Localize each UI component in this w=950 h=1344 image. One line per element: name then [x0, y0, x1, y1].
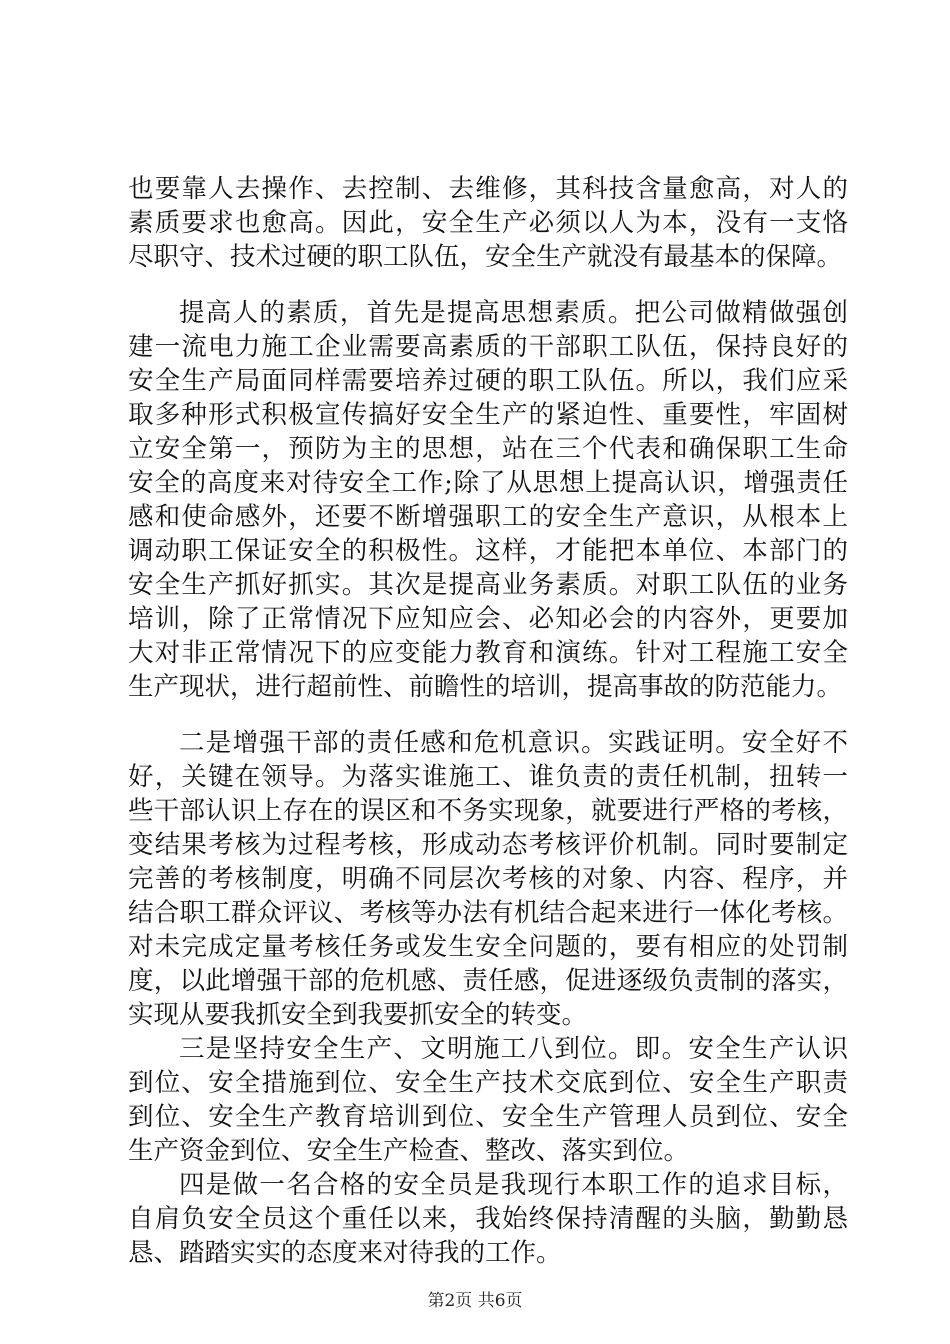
paragraph-line: 实现从要我抓安全到我要抓安全的转变。 [128, 1000, 588, 1030]
paragraph-line: 尽职守、技术过硬的职工队伍，安全生产就没有最基本的保障。 [128, 242, 843, 272]
paragraph-line: 安全的高度来对待安全工作;除了从思想上提高认识，增强责任 [128, 468, 848, 498]
paragraph-line: 立安全第一，预防为主的思想，站在三个代表和确保职工生命 [128, 434, 848, 464]
paragraph-line: 到位、安全生产教育培训到位、安全生产管理人员到位、安全 [128, 1102, 848, 1132]
paragraph-line: 感和使命感外，还要不断增强职工的安全生产意识，从根本上 [128, 502, 848, 532]
paragraph-line: 提高人的素质，首先是提高思想素质。把公司做精做强创 [179, 298, 848, 328]
paragraph-line: 三是坚持安全生产、文明施工八到位。即。安全生产认识 [179, 1034, 848, 1064]
paragraph-line: 也要靠人去操作、去控制、去维修，其科技含量愈高，对人的 [128, 174, 848, 204]
paragraph-line: 完善的考核制度，明确不同层次考核的对象、内容、程序，并 [128, 864, 848, 894]
paragraph-line: 取多种形式积极宣传搞好安全生产的紧迫性、重要性，牢固树 [128, 400, 848, 430]
paragraph-line: 建一流电力施工企业需要高素质的干部职工队伍，保持良好的 [128, 332, 848, 362]
paragraph-line: 结合职工群众评议、考核等办法有机结合起来进行一体化考核。 [128, 898, 848, 928]
paragraph-line: 好，关键在领导。为落实谁施工、谁负责的责任机制，扭转一 [128, 762, 848, 792]
paragraph-line: 恳、踏踏实实的态度来对待我的工作。 [128, 1238, 562, 1268]
paragraph-line: 度，以此增强干部的危机感、责任感，促进逐级负责制的落实， [128, 966, 848, 996]
paragraph-line: 安全生产局面同样需要培养过硬的职工队伍。所以，我们应采 [128, 366, 848, 396]
paragraph-line: 变结果考核为过程考核，形成动态考核评价机制。同时要制定 [128, 830, 848, 860]
paragraph-line: 调动职工保证安全的积极性。这样，才能把本单位、本部门的 [128, 536, 848, 566]
paragraph-line: 生产现状，进行超前性、前瞻性的培训，提高事故的防范能力。 [128, 672, 843, 702]
page-number: 第2页 共6页 [427, 1291, 523, 1311]
paragraph-line: 对未完成定量考核任务或发生安全问题的，要有相应的处罚制 [128, 932, 848, 962]
paragraph-line: 培训，除了正常情况下应知应会、必知必会的内容外，更要加 [128, 604, 848, 634]
paragraph-line: 到位、安全措施到位、安全生产技术交底到位、安全生产职责 [128, 1068, 848, 1098]
paragraph-line: 大对非正常情况下的应变能力教育和演练。针对工程施工安全 [128, 638, 848, 668]
paragraph-line: 素质要求也愈高。因此，安全生产必须以人为本，没有一支恪 [128, 208, 848, 238]
paragraph-line: 些干部认识上存在的误区和不务实现象，就要进行严格的考核， [128, 796, 848, 826]
paragraph-line: 二是增强干部的责任感和危机意识。实践证明。安全好不 [179, 728, 848, 758]
paragraph-line: 四是做一名合格的安全员是我现行本职工作的追求目标， [179, 1170, 848, 1200]
paragraph-line: 生产资金到位、安全生产检查、整改、落实到位。 [128, 1136, 690, 1166]
paragraph-line: 自肩负安全员这个重任以来，我始终保持清醒的头脑，勤勤恳 [128, 1204, 848, 1234]
paragraph-line: 安全生产抓好抓实。其次是提高业务素质。对职工队伍的业务 [128, 570, 848, 600]
